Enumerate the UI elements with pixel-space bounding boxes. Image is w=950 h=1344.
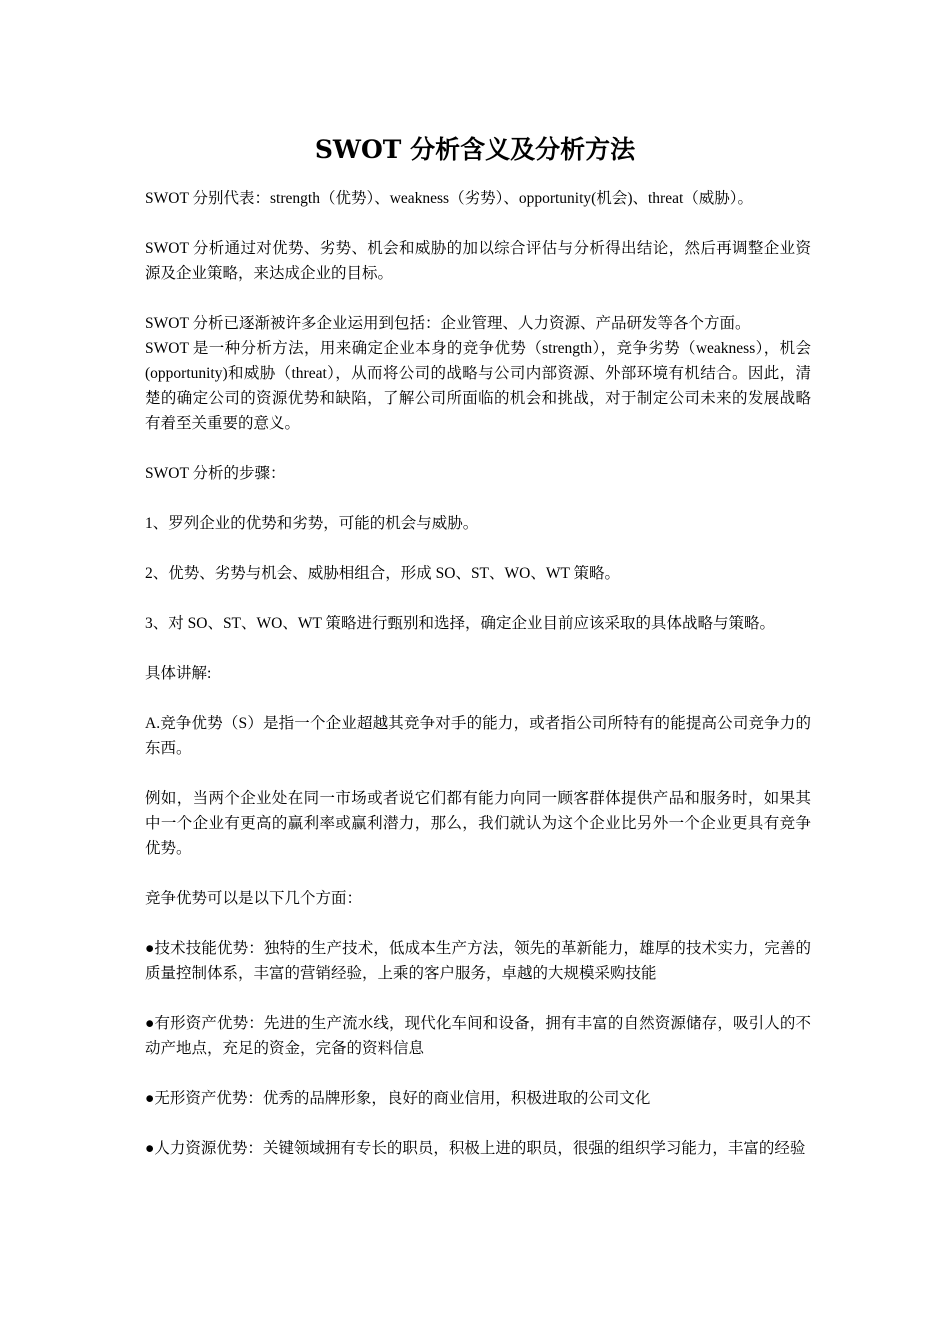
paragraph-aspects-heading: 竞争优势可以是以下几个方面： <box>145 890 363 907</box>
paragraph-steps-heading: SWOT 分析的步骤： <box>145 465 286 482</box>
document-body <box>145 186 811 1186</box>
bullet-technical-skills: ●技术技能优势：独特的生产技术，低成本生产方法，领先的革新能力，雄厚的技术实力，完善的质量控制体系，丰富的营销经验，上乘的客户服务，卓越的大规模采购技能 <box>145 940 811 982</box>
bullet-intangible-assets: ●无形资产优势：优秀的品牌形象，良好的商业信用，积极进取的公司文化 <box>145 1090 651 1107</box>
paragraph-definition: SWOT 分别代表：strength（优势）、weakness（劣势）、opportunity(机会)、threat（威胁）。 <box>145 190 754 207</box>
paragraph-details-heading: 具体讲解: <box>145 665 212 682</box>
bullet-tangible-assets: ●有形资产优势：先进的生产流水线，现代化车间和设备，拥有丰富的自然资源储存，吸引人的不动产地点，充足的资金，完备的资料信息 <box>145 1015 811 1057</box>
paragraph-strength-definition: A.竞争优势（S）是指一个企业超越其竞争对手的能力，或者指公司所特有的能提高公司竞争力的东西。 <box>145 715 811 757</box>
bullet-human-resources: ●人力资源优势：关键领域拥有专长的职员，积极上进的职员，很强的组织学习能力，丰富的经验 <box>145 1140 806 1157</box>
step-1: 1、罗列企业的优势和劣势，可能的机会与威胁。 <box>145 515 479 532</box>
paragraph-method: SWOT 是一种分析方法，用来确定企业本身的竞争优势（strength），竞争劣势（weakness），机会(opportunity)和威胁（threat），从而将公司的战略与公司内部资源、外部环境有机结合。因此，清楚的确定公司的资源优势和缺陷，了解公司所面临的机会和挑战，对于制定公司未来的发展战略有着至关重要的意义。 <box>145 340 811 432</box>
paragraph-usage: SWOT 分析已逐渐被许多企业运用到包括：企业管理、人力资源、产品研发等各个方面。 <box>145 315 751 332</box>
document-title <box>0 132 950 168</box>
step-3: 3、对 SO、ST、WO、WT 策略进行甄别和选择，确定企业目前应该采取的具体战略与策略。 <box>145 615 776 632</box>
title-text: 分析含义及分析方法 <box>401 135 636 164</box>
title-acronym: SWOT <box>314 135 402 164</box>
paragraph-purpose: SWOT 分析通过对优势、劣势、机会和威胁的加以综合评估与分析得出结论，然后再调整企业资源及企业策略，来达成企业的目标。 <box>145 240 811 282</box>
paragraph-example: 例如，当两个企业处在同一市场或者说它们都有能力向同一顾客群体提供产品和服务时，如果其中一个企业有更高的赢利率或赢利潜力，那么，我们就认为这个企业比另外一个企业更具有竞争优势。 <box>145 790 811 857</box>
step-2: 2、优势、劣势与机会、威胁相组合，形成 SO、ST、WO、WT 策略。 <box>145 565 621 582</box>
